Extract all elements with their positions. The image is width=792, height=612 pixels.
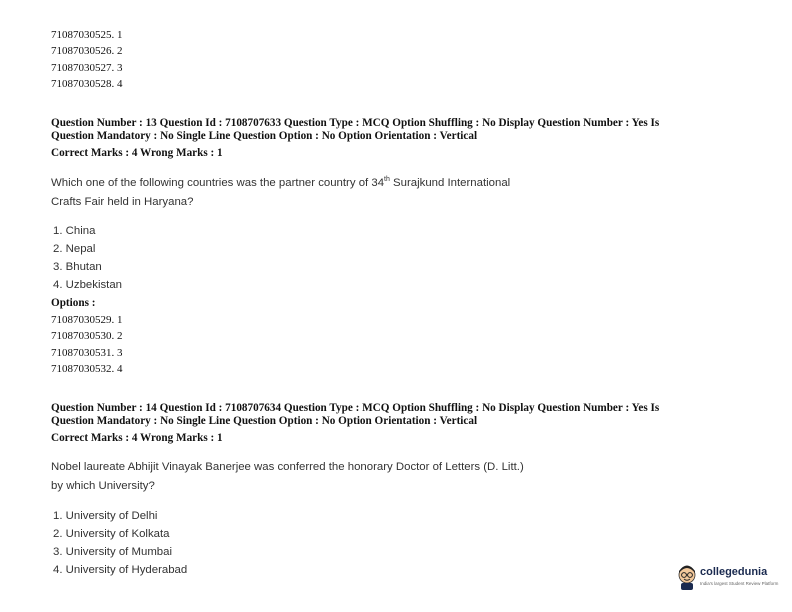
q14-question-text-line2: by which University?: [51, 480, 155, 492]
option-id-line: 71087030529. 1: [51, 314, 123, 326]
mascot-icon: [676, 565, 698, 591]
q14-choice: 3. University of Mumbai: [53, 546, 173, 558]
option-id-line: 71087030527. 3: [51, 62, 123, 74]
q14-choice: 2. University of Kolkata: [53, 528, 170, 540]
q13-question-text: Which one of the following countries was the partner country of 34th Surajkund International: [51, 176, 511, 189]
collegedunia-logo: [676, 564, 779, 592]
q13-options-label: Options :: [51, 297, 96, 309]
option-id-line: 71087030528. 4: [51, 78, 123, 90]
q13-choice: 4. Uzbekistan: [53, 279, 123, 291]
q14-choice: 1. University of Delhi: [53, 510, 158, 522]
q13-meta-line1: Question Number : 13 Question Id : 7108707633 Question Type : MCQ Option Shuffling : No Display Question Number : Yes Is: [51, 117, 660, 129]
q13-meta-line2: Question Mandatory : No Single Line Question Option : No Option Orientation : Vertical: [51, 130, 478, 142]
q13-choice: 3. Bhutan: [53, 261, 102, 273]
q14-meta-line1: Question Number : 14 Question Id : 7108707634 Question Type : MCQ Option Shuffling : No Display Question Number : Yes Is: [51, 402, 660, 414]
q13-question-text-line2: Crafts Fair held in Haryana?: [51, 196, 194, 208]
q13-choice: 2. Nepal: [53, 243, 96, 255]
logo-tagline: India's largest Student Review Platform: [700, 581, 779, 586]
logo-name: collegedunia: [700, 566, 768, 578]
option-id-line: 71087030532. 4: [51, 363, 123, 375]
option-id-line: 71087030525. 1: [51, 29, 123, 41]
option-id-line: 71087030530. 2: [51, 330, 123, 342]
option-id-line: 71087030526. 2: [51, 45, 123, 57]
q13-marks: Correct Marks : 4 Wrong Marks : 1: [51, 147, 223, 159]
q14-marks: Correct Marks : 4 Wrong Marks : 1: [51, 432, 223, 444]
q14-choice: 4. University of Hyderabad: [53, 564, 188, 576]
q13-choice: 1. China: [53, 225, 96, 237]
q14-question-text: Nobel laureate Abhijit Vinayak Banerjee was conferred the honorary Doctor of Letters (D. Litt.): [51, 461, 524, 473]
option-id-line: 71087030531. 3: [51, 347, 123, 359]
q14-meta-line2: Question Mandatory : No Single Line Question Option : No Option Orientation : Vertical: [51, 415, 478, 427]
